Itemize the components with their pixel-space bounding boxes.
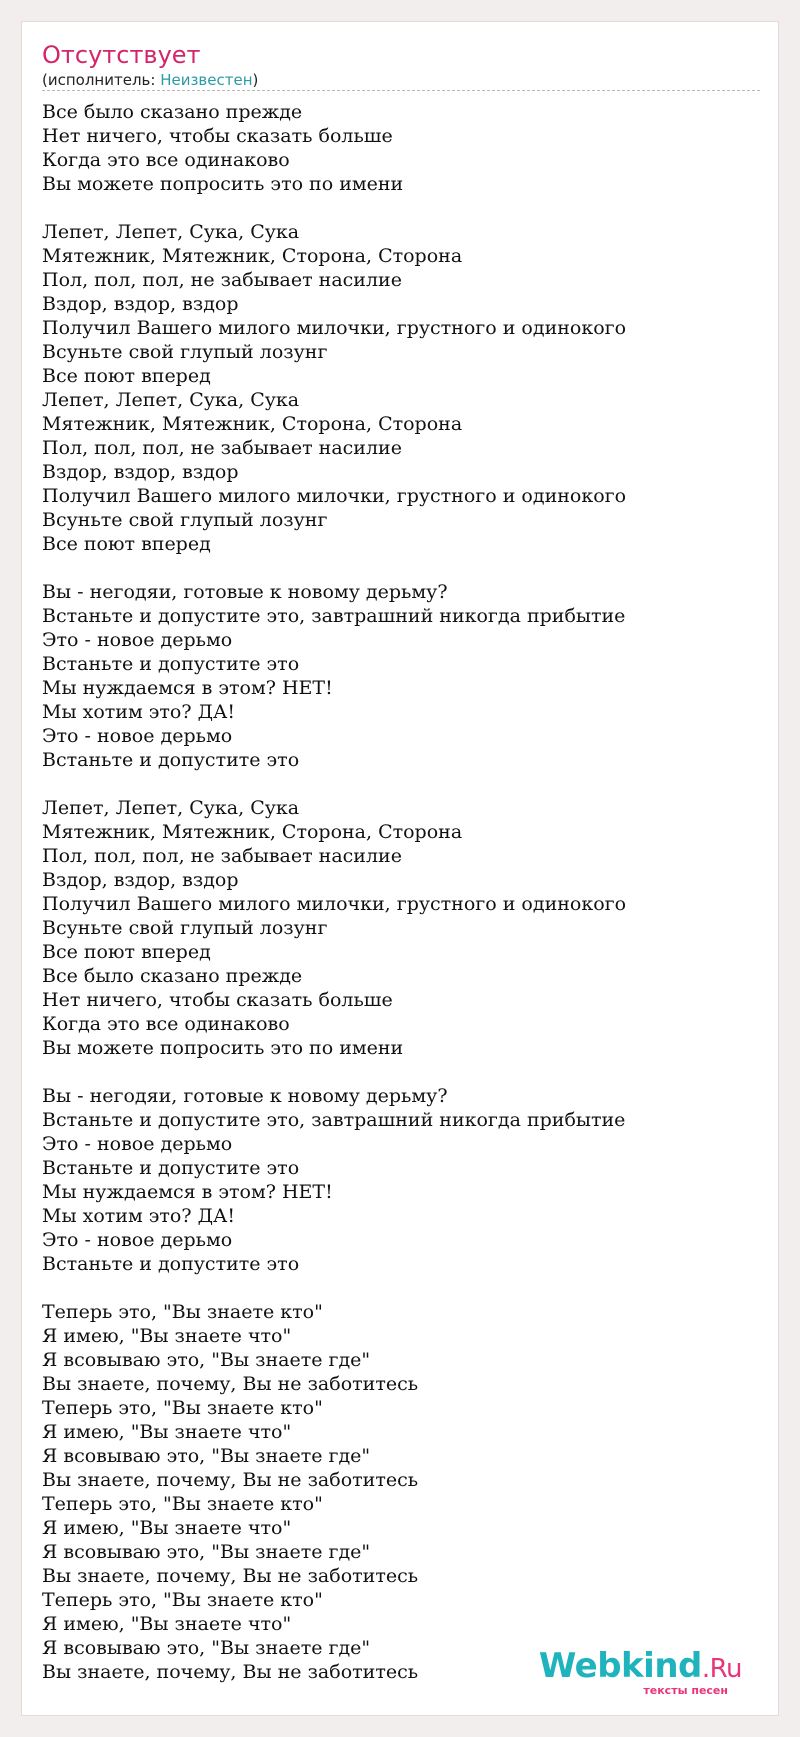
logo-brand: Webkind — [538, 1646, 702, 1686]
lyric-line: Все поют вперед — [42, 941, 211, 963]
lyric-line: Пол, пол, пол, не забывает насилие — [42, 845, 402, 867]
lyric-line: Теперь это, "Вы знаете кто" — [42, 1397, 323, 1419]
lyric-line: Я всовываю это, "Вы знаете где" — [42, 1637, 371, 1659]
lyric-line: Вы знаете, почему, Вы не заботитесь — [42, 1373, 419, 1395]
lyric-line: Это - новое дерьмо — [42, 1133, 233, 1155]
lyric-line: Вы можете попросить это по имени — [42, 173, 404, 195]
lyric-line: Вы - негодяи, готовые к новому дерьму? — [42, 581, 448, 603]
lyric-line: Нет ничего, чтобы сказать больше — [42, 125, 393, 147]
lyric-line: Нет ничего, чтобы сказать больше — [42, 989, 393, 1011]
lyric-line: Мы нуждаемся в этом? НЕТ! — [42, 677, 333, 699]
lyric-line: Встаньте и допустите это — [42, 1253, 300, 1275]
artist-line — [42, 71, 760, 89]
lyric-line: Я всовываю это, "Вы знаете где" — [42, 1349, 371, 1371]
lyric-line: Когда это все одинаково — [42, 149, 290, 171]
lyric-line: Всуньте свой глупый лозунг — [42, 341, 328, 363]
lyric-blank-line — [42, 196, 760, 220]
lyric-line: Теперь это, "Вы знаете кто" — [42, 1493, 323, 1515]
logo-tld: .Ru — [701, 1654, 742, 1684]
lyric-line: Пол, пол, пол, не забывает насилие — [42, 269, 402, 291]
lyric-line: Мятежник, Мятежник, Сторона, Сторона — [42, 413, 463, 435]
lyric-line: Мятежник, Мятежник, Сторона, Сторона — [42, 821, 463, 843]
lyric-line: Лепет, Лепет, Сука, Сука — [42, 389, 300, 411]
lyric-line: Лепет, Лепет, Сука, Сука — [42, 797, 300, 819]
lyric-line: Все было сказано прежде — [42, 965, 303, 987]
lyric-line: Лепет, Лепет, Сука, Сука — [42, 221, 300, 243]
webkind-logo[interactable] — [538, 1646, 742, 1697]
lyric-line: Мятежник, Мятежник, Сторона, Сторона — [42, 245, 463, 267]
lyric-line: Я имею, "Вы знаете что" — [42, 1325, 292, 1347]
lyric-line: Мы хотим это? ДА! — [42, 701, 236, 723]
lyric-blank-line — [42, 556, 760, 580]
lyric-line: Все было сказано прежде — [42, 101, 303, 123]
lyrics-body — [42, 100, 760, 1684]
lyric-line: Получил Вашего милого милочки, грустного и одинокого — [42, 317, 627, 339]
lyric-line: Встаньте и допустите это, завтрашний никогда прибытие — [42, 1109, 626, 1131]
lyric-line: Это - новое дерьмо — [42, 1229, 233, 1251]
lyric-line: Пол, пол, пол, не забывает насилие — [42, 437, 402, 459]
logo-wordmark — [538, 1646, 742, 1686]
lyric-line: Я всовываю это, "Вы знаете где" — [42, 1445, 371, 1467]
lyric-line: Встаньте и допустите это — [42, 1157, 300, 1179]
lyric-line: Вздор, вздор, вздор — [42, 869, 239, 891]
lyric-line: Всуньте свой глупый лозунг — [42, 509, 328, 531]
song-title: Отсутствует — [42, 41, 201, 69]
lyric-line: Вы знаете, почему, Вы не заботитесь — [42, 1565, 419, 1587]
lyric-line: Встаньте и допустите это — [42, 653, 300, 675]
lyric-line: Получил Вашего милого милочки, грустного и одинокого — [42, 485, 627, 507]
artist-link[interactable]: Неизвестен — [160, 71, 253, 89]
song-header — [42, 40, 760, 89]
lyric-line: Это - новое дерьмо — [42, 725, 233, 747]
lyric-line: Все поют вперед — [42, 365, 211, 387]
lyric-line: Теперь это, "Вы знаете кто" — [42, 1589, 323, 1611]
lyric-blank-line — [42, 1276, 760, 1300]
lyric-line: Вздор, вздор, вздор — [42, 293, 239, 315]
lyrics-card — [21, 21, 779, 1716]
lyric-line: Вы можете попросить это по имени — [42, 1037, 404, 1059]
artist-prefix: (исполнитель: — [42, 71, 161, 89]
lyric-line: Мы хотим это? ДА! — [42, 1205, 236, 1227]
lyric-line: Вы знаете, почему, Вы не заботитесь — [42, 1469, 419, 1491]
lyric-line: Когда это все одинаково — [42, 1013, 290, 1035]
lyric-line: Я имею, "Вы знаете что" — [42, 1421, 292, 1443]
lyric-line: Я имею, "Вы знаете что" — [42, 1613, 292, 1635]
header-divider — [42, 90, 760, 91]
lyric-line: Теперь это, "Вы знаете кто" — [42, 1301, 323, 1323]
artist-suffix: ) — [252, 71, 259, 89]
lyric-line: Встаньте и допустите это — [42, 749, 300, 771]
lyric-line: Я имею, "Вы знаете что" — [42, 1517, 292, 1539]
lyric-line: Все поют вперед — [42, 533, 211, 555]
lyric-blank-line — [42, 772, 760, 796]
lyric-line: Вы знаете, почему, Вы не заботитесь — [42, 1661, 419, 1683]
logo-tagline: тексты песен — [643, 1684, 728, 1697]
lyric-line: Вы - негодяи, готовые к новому дерьму? — [42, 1085, 448, 1107]
lyric-line: Я всовываю это, "Вы знаете где" — [42, 1541, 371, 1563]
lyric-line: Всуньте свой глупый лозунг — [42, 917, 328, 939]
lyric-line: Вздор, вздор, вздор — [42, 461, 239, 483]
lyric-blank-line — [42, 1060, 760, 1084]
lyric-line: Это - новое дерьмо — [42, 629, 233, 651]
lyric-line: Встаньте и допустите это, завтрашний никогда прибытие — [42, 605, 626, 627]
lyric-line: Получил Вашего милого милочки, грустного и одинокого — [42, 893, 627, 915]
lyric-line: Мы нуждаемся в этом? НЕТ! — [42, 1181, 333, 1203]
